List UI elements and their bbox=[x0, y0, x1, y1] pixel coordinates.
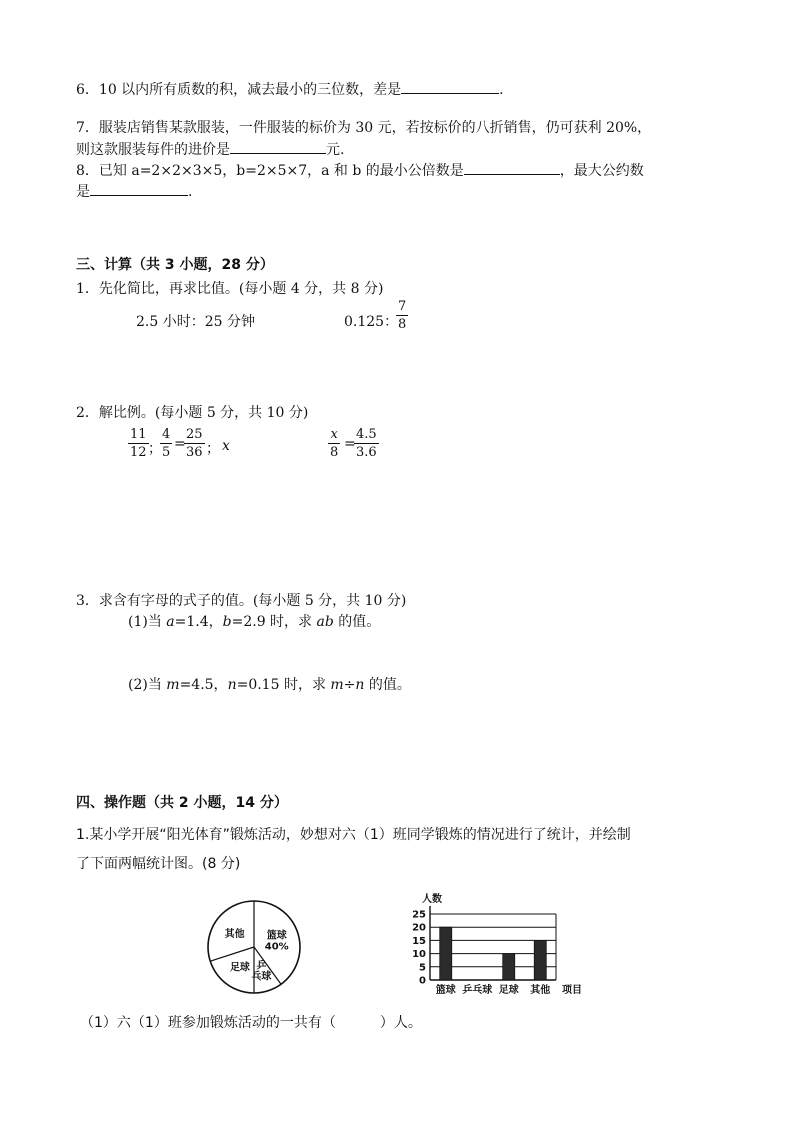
variable-b: b bbox=[222, 614, 232, 630]
text: =0.15 时，求 bbox=[236, 677, 331, 693]
bar bbox=[440, 927, 452, 980]
question-8-line-2 bbox=[76, 181, 192, 201]
text: =4.5， bbox=[179, 677, 228, 693]
text: =1.4， bbox=[174, 614, 223, 630]
fraction-numerator: 11 bbox=[130, 427, 147, 442]
s3-q3-part-2 bbox=[128, 676, 411, 694]
text: (2)当 bbox=[128, 677, 167, 693]
pie-slice-label: 其他 bbox=[224, 928, 245, 940]
section-4-title: 四、操作题（共 2 小题，14 分） bbox=[76, 795, 288, 811]
fraction-numerator: 25 bbox=[186, 427, 203, 442]
variable-n: n bbox=[227, 677, 237, 693]
bar-tick-label: 0 bbox=[419, 975, 426, 987]
s3-q2-a-separator: ； bbox=[148, 441, 162, 457]
s4-q1-line-2: 了下面两幅统计图。(8 分) bbox=[76, 856, 241, 872]
s3-q3-part-1 bbox=[128, 613, 380, 631]
s3-q1-item-b-prefix: 0.125： bbox=[344, 314, 399, 330]
bar-category-label: 乒乓球 bbox=[462, 985, 493, 996]
fraction-numerator: 7 bbox=[398, 299, 407, 314]
fraction-denominator: 36 bbox=[186, 445, 203, 460]
variable-a: a bbox=[166, 614, 175, 630]
s3-q2-a-variable: x bbox=[222, 438, 230, 454]
variable-m: m bbox=[166, 677, 180, 693]
bar-chart bbox=[404, 890, 594, 1000]
bar-category-label: 其他 bbox=[530, 985, 551, 996]
pie-slice-label: 足球 bbox=[229, 962, 250, 974]
s3-q1-fraction bbox=[396, 300, 408, 332]
s3-q2-a-fraction-3 bbox=[184, 428, 205, 460]
bar-tick-label: 20 bbox=[412, 922, 426, 934]
s3-q2-a-fraction-1 bbox=[128, 428, 149, 460]
s4-q1-line-1: 1.某小学开展“阳光体育”锻炼活动，妙想对六（1）班同学锻炼的情况进行了统计，并绘制 bbox=[76, 827, 631, 843]
text: 的值。 bbox=[333, 614, 381, 630]
pie-slice-label: 篮球 40% bbox=[264, 930, 289, 953]
fraction-denominator: 8 bbox=[398, 317, 407, 332]
bar bbox=[503, 954, 515, 980]
fraction-numerator: 4.5 bbox=[356, 427, 377, 442]
s3-q2-b-fraction-1 bbox=[328, 428, 340, 460]
fraction-numerator: 4 bbox=[162, 427, 171, 442]
question-6-end: . bbox=[499, 82, 504, 98]
question-7-text: 则这款服装每件的进价是 bbox=[76, 142, 230, 158]
pie-chart bbox=[204, 895, 304, 999]
answer-blank-q8-lcm[interactable] bbox=[464, 160, 560, 175]
question-8-text: 8．已知 a=2×2×3×5，b=2×5×7，a 和 b 的最小公倍数是 bbox=[76, 163, 464, 179]
fraction-denominator: 12 bbox=[130, 445, 147, 460]
fraction-denominator: 3.6 bbox=[356, 445, 377, 460]
question-6 bbox=[76, 79, 504, 99]
s3-q1-item-b bbox=[344, 313, 398, 331]
s4-q1-sub-1-end: ）人。 bbox=[379, 1015, 422, 1031]
bar-ylabel: 人数 bbox=[422, 894, 442, 905]
s4-q1-sub-1 bbox=[80, 1014, 422, 1032]
bar-category-label: 篮球 bbox=[435, 985, 456, 996]
s3-q1-item-a: 2.5 小时：25 分钟 bbox=[136, 314, 255, 330]
answer-blank-q7[interactable] bbox=[230, 139, 326, 154]
s3-q2-b-fraction-2 bbox=[354, 428, 379, 460]
bar-category-label: 足球 bbox=[498, 985, 519, 996]
bar-tick-label: 10 bbox=[412, 949, 426, 961]
fraction-denominator: 5 bbox=[162, 445, 171, 460]
question-8-text-2: 是 bbox=[76, 184, 90, 200]
s3-q3-title: 3．求含有字母的式子的值。(每小题 5 分，共 10 分) bbox=[76, 593, 407, 609]
s3-q2-a-fraction-2 bbox=[160, 428, 172, 460]
question-6-text: 6．10 以内所有质数的积，减去最小的三位数，差是 bbox=[76, 82, 402, 98]
question-8-end: . bbox=[188, 184, 193, 200]
expression-m-div-n: m÷n bbox=[330, 677, 365, 693]
fraction-denominator: 8 bbox=[330, 445, 339, 460]
s3-q2-title: 2．解比例。(每小题 5 分，共 10 分) bbox=[76, 405, 309, 421]
s3-q1-title: 1．先化简比，再求比值。(每小题 4 分，共 8 分) bbox=[76, 281, 384, 297]
bar-tick-label: 5 bbox=[419, 962, 426, 974]
question-7-line-1: 7．服装店销售某款服装，一件服装的标价为 30 元，若按标价的八折销售，仍可获利 20%， bbox=[76, 120, 652, 136]
section-3-title: 三、计算（共 3 小题，28 分） bbox=[76, 257, 274, 273]
text: 的值。 bbox=[364, 677, 411, 693]
bar bbox=[534, 940, 546, 980]
question-8-line-1 bbox=[76, 160, 644, 180]
pie-slice-label: 乒乓球 bbox=[251, 960, 272, 983]
expression-ab: ab bbox=[316, 614, 334, 630]
bar-tick-label: 15 bbox=[412, 935, 426, 947]
s3-q2-b-equals: = bbox=[344, 436, 356, 452]
bar-xlabel: 项目 bbox=[562, 985, 582, 996]
s4-q1-sub-1-text: （1）六（1）班参加锻炼活动的一共有（ bbox=[80, 1015, 336, 1031]
s3-q2-a-tail: ； bbox=[206, 441, 220, 457]
answer-blank-q8-gcd[interactable] bbox=[90, 181, 188, 196]
answer-blank-q6[interactable] bbox=[401, 79, 499, 94]
text: =2.9 时，求 bbox=[231, 614, 317, 630]
question-7-end: 元. bbox=[326, 142, 345, 158]
fraction-numerator: x bbox=[330, 427, 338, 442]
question-7-line-2 bbox=[76, 139, 344, 159]
bar-tick-label: 25 bbox=[412, 909, 426, 921]
s3-q2-a-equals: = bbox=[174, 436, 186, 452]
question-8-mid: ，最大公约数 bbox=[559, 163, 644, 179]
text: (1)当 bbox=[128, 614, 167, 630]
